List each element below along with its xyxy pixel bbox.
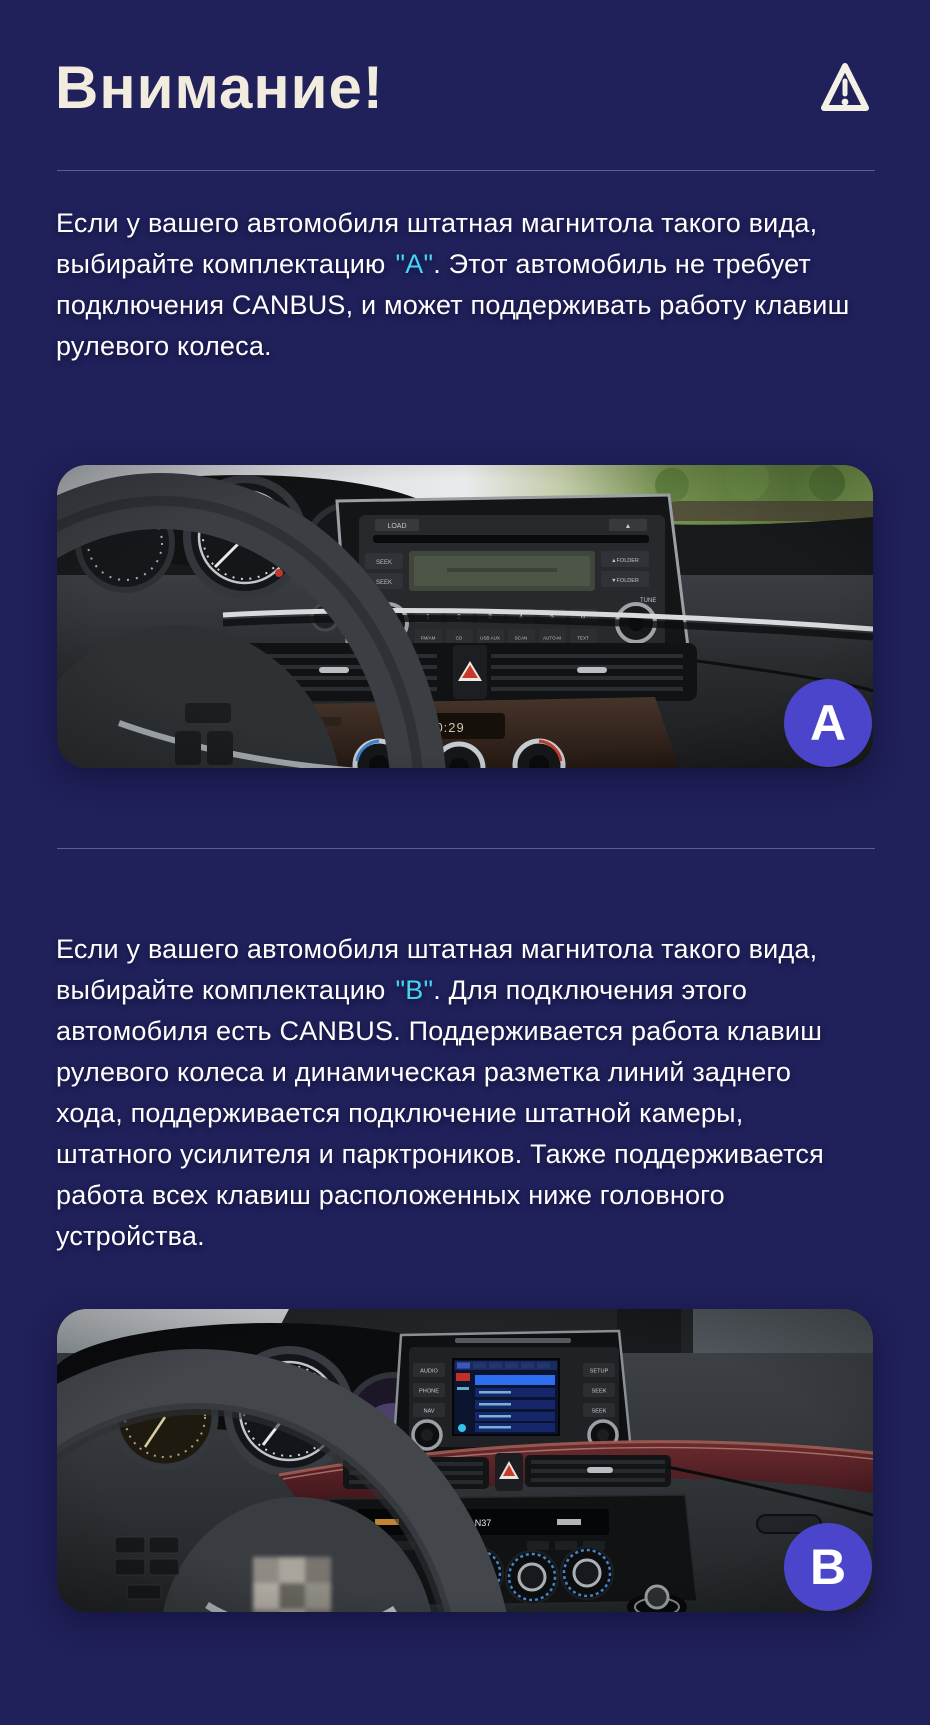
text-line: автомобиля есть CANBUS. Поддерживается работа клавиш	[56, 1016, 823, 1046]
page-title: Внимание!	[55, 54, 384, 121]
text-line: хода, поддерживается подключение штатной камеры,	[56, 1098, 744, 1128]
section-a-description	[56, 203, 849, 367]
text-line: устройства.	[56, 1221, 205, 1251]
vignette	[57, 1309, 873, 1612]
text-line: подключения CANBUS, и может поддерживать работу клавиш	[56, 290, 850, 320]
variant-b-highlight: "В"	[395, 975, 434, 1005]
text-segment: выбирайте комплектацию	[56, 249, 386, 279]
text-segment: выбирайте комплектацию	[56, 975, 386, 1005]
variant-a-badge: A	[784, 679, 872, 767]
text-line	[56, 244, 849, 285]
text-segment: . Этот автомобиль не требует	[433, 249, 811, 279]
vignette	[57, 465, 873, 768]
text-line: рулевого колеса.	[56, 331, 272, 361]
divider-top	[57, 170, 875, 171]
divider-middle	[57, 848, 875, 849]
warning-triangle-icon	[818, 59, 872, 121]
photo-dashboard-variant-a	[57, 465, 873, 768]
variant-a-highlight: "А"	[395, 249, 434, 279]
text-line	[56, 970, 824, 1011]
dashboard-a-illustration	[57, 465, 873, 768]
text-line: рулевого колеса и динамическая разметка линий заднего	[56, 1057, 792, 1087]
text-line: Если у вашего автомобиля штатная магнитола такого вида,	[56, 934, 818, 964]
photo-dashboard-variant-b	[57, 1309, 873, 1612]
text-line: Если у вашего автомобиля штатная магнитола такого вида,	[56, 208, 818, 238]
text-segment: . Для подключения этого	[433, 975, 748, 1005]
text-line: работа всех клавиш расположенных ниже головного	[56, 1180, 725, 1210]
section-b-description	[56, 929, 824, 1257]
text-line: штатного усилителя и парктроников. Также поддерживается	[56, 1139, 824, 1169]
dashboard-b-illustration	[57, 1309, 873, 1612]
variant-b-badge: B	[784, 1523, 872, 1611]
